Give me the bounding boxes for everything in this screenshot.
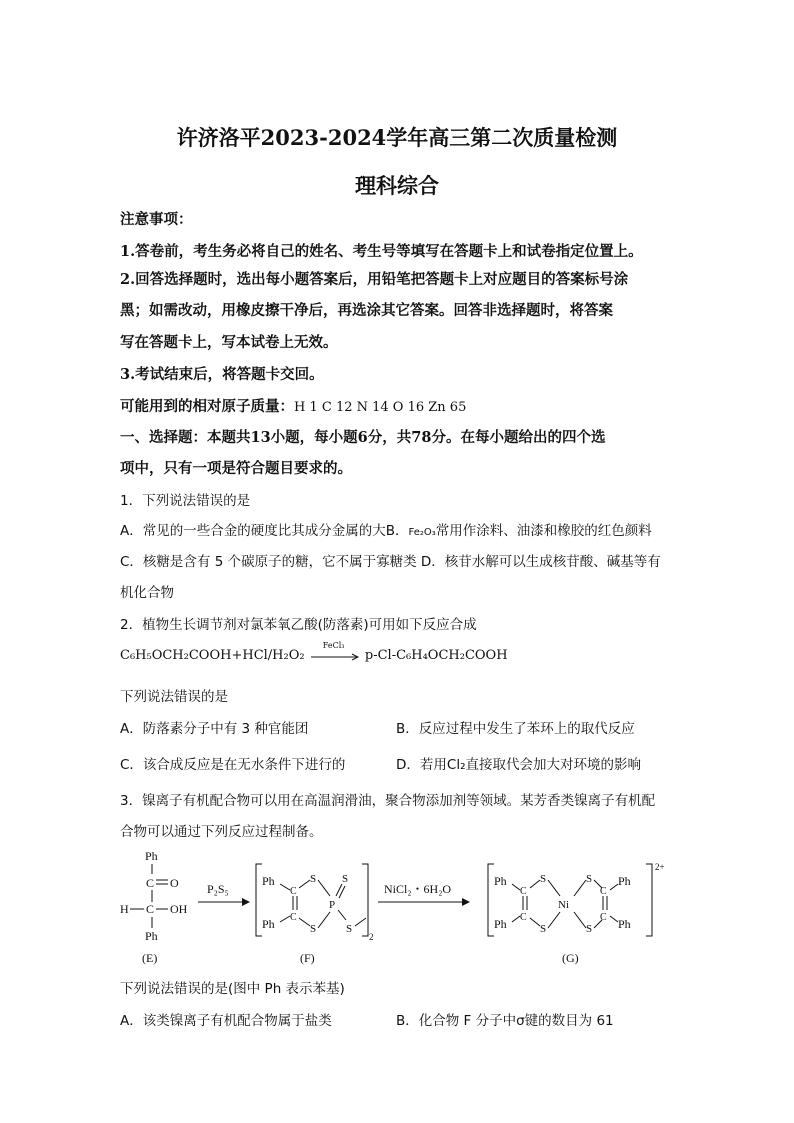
svg-text:OH: OH [170, 902, 188, 916]
atomic-mass-values: H 1 C 12 N 14 O 16 Zn 65 [294, 400, 467, 415]
equation-reactants: C₆H₅OCH₂COOH+HCl/H₂O₂ [120, 648, 305, 663]
q1-option-a: A．常见的一些合金的硬度比其成分金属的大B． [120, 523, 409, 539]
svg-text:Ph: Ph [618, 917, 631, 931]
svg-text:Ph: Ph [494, 874, 507, 888]
equation-product: p-Cl-C₆H₄OCH₂COOH [364, 648, 508, 663]
svg-text:S: S [310, 873, 317, 885]
svg-text:Ph: Ph [262, 874, 275, 888]
q3-stem-line-2: 合物可以通过下列反应过程制备。 [120, 824, 323, 840]
svg-text:S: S [540, 923, 547, 935]
compound-f [256, 864, 374, 965]
svg-text:Ph: Ph [618, 874, 631, 888]
q1-stem: 1．下列说法错误的是 [120, 493, 251, 509]
arrow-1 [198, 882, 250, 906]
svg-text:C: C [520, 886, 527, 897]
svg-text:Ph: Ph [262, 917, 275, 931]
svg-text:S: S [346, 923, 353, 935]
label-g: (G) [562, 951, 579, 965]
q1-options-ab [120, 519, 652, 539]
q3-option-a: A．该类镍离子有机配合物属于盐类 [120, 1013, 332, 1029]
q2-equation [120, 640, 508, 663]
svg-text:Ni: Ni [558, 899, 569, 911]
section-1-line-1: 一、选择题：本题共13小题，每小题6分，共78分。在每小题给出的四个选 [120, 429, 606, 446]
q2-option-a: A．防落素分子中有 3 种官能团 [120, 721, 309, 737]
reaction-arrow [311, 640, 359, 663]
svg-text:Ph: Ph [145, 849, 158, 863]
svg-text:C: C [520, 912, 527, 923]
q3-ask: 下列说法错误的是(图中 Ph 表示苯基) [120, 981, 345, 997]
notice-item-1: 1.答卷前，考生务必将自己的姓名、考生号等填写在答题卡上和试卷指定位置上。 [120, 243, 643, 260]
arrow-2 [378, 882, 470, 906]
svg-text:S: S [586, 923, 593, 935]
svg-text:C: C [600, 912, 607, 923]
label-f: (F) [300, 951, 315, 965]
notice-item-2-line-3: 写在答题卡上，写本试卷上无效。 [120, 334, 338, 351]
svg-text:O: O [170, 876, 179, 890]
atomic-mass-label: 可能用到的相对原子质量： [120, 398, 294, 415]
charge-label: 2+ [655, 862, 665, 872]
svg-text:Ph: Ph [145, 929, 158, 943]
q2-option-b: B．反应过程中发生了苯环上的取代反应 [396, 721, 635, 737]
svg-text:C: C [146, 876, 155, 890]
compound-g [488, 862, 665, 965]
svg-text:C: C [146, 902, 155, 916]
reaction-scheme [0, 840, 794, 970]
q1-options-cd: C．核糖是含有 5 个碳原子的糖，它不属于寡糖类 D．核苷水解可以生成核苷酸、碱基等有 [120, 554, 661, 570]
q2-option-d: D．若用Cl₂直接取代会加大对环境的影响 [396, 757, 641, 773]
q3-stem-line-1: 3．镍离子有机配合物可以用在高温润滑油，聚合物添加剂等领域。某芳香类镍离子有机配 [120, 793, 656, 809]
svg-text:Ph: Ph [494, 917, 507, 931]
catalyst-label: FeCl₃ [322, 640, 345, 650]
exam-title: 许济洛平2023-2024学年高三第二次质量检测 [176, 125, 618, 150]
atomic-mass-line [120, 395, 466, 416]
svg-text:S: S [540, 873, 547, 885]
notice-heading: 注意事项： [120, 211, 193, 228]
svg-text:S: S [342, 873, 349, 885]
q2-ask: 下列说法错误的是 [120, 689, 228, 705]
reagent-nicl2: NiCl₂・6H₂O [384, 882, 452, 896]
svg-text:C: C [290, 912, 297, 923]
svg-text:2: 2 [369, 932, 374, 942]
svg-text:P: P [329, 899, 336, 911]
q1-option-b-formula: Fe₂O₃ [408, 527, 436, 538]
compound-e [120, 849, 188, 965]
svg-text:H: H [120, 902, 129, 916]
section-1-line-2: 项中，只有一项是符合题目要求的。 [120, 460, 352, 477]
notice-item-2-line-1: 2.回答选择题时，选出每小题答案后，用铅笔把答题卡上对应题目的答案标号涂 [120, 271, 629, 288]
q2-option-c: C．该合成反应是在无水条件下进行的 [120, 757, 346, 773]
q1-option-d-cont: 机化合物 [120, 585, 174, 601]
q1-option-b: 常用作涂料、油漆和橡胶的红色颜料 [435, 523, 652, 539]
label-e: (E) [142, 951, 158, 965]
svg-text:C: C [290, 886, 297, 897]
svg-text:S: S [310, 923, 317, 935]
reagent-p2s5: P₂S₅ [207, 882, 229, 896]
notice-item-2-line-2: 黑；如需改动，用橡皮擦干净后，再选涂其它答案。回答非选择题时，将答案 [120, 302, 613, 319]
q3-option-b: B．化合物 F 分子中σ键的数目为 61 [396, 1013, 614, 1029]
svg-text:C: C [600, 886, 607, 897]
notice-item-3: 3.考试结束后，将答题卡交回。 [120, 366, 324, 383]
svg-text:S: S [586, 873, 593, 885]
q2-stem: 2．植物生长调节剂对氯苯氧乙酸(防落素)可用如下反应合成 [120, 617, 477, 633]
exam-subtitle: 理科综合 [355, 173, 439, 198]
